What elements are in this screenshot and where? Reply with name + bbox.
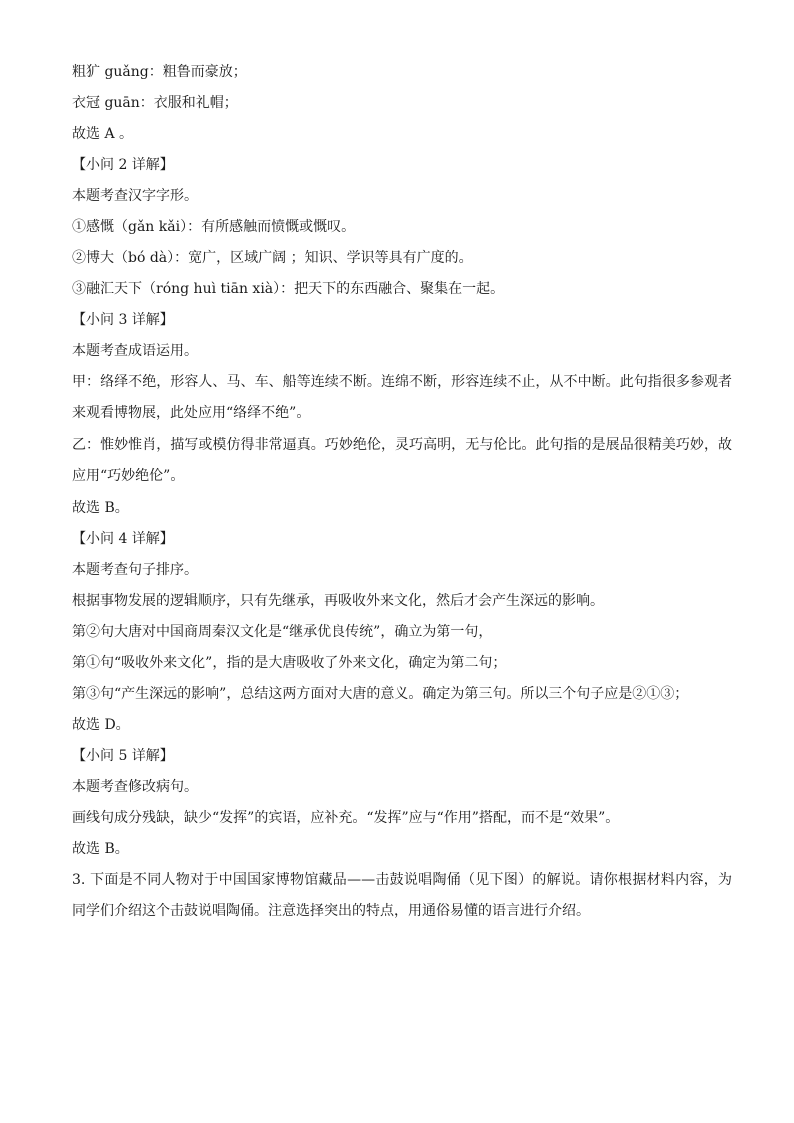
text-line-2: 衣冠 guān：衣服和礼帽； (72, 95, 238, 111)
section-heading-q5: 【小问 5 详解】 (72, 748, 174, 764)
text-line-8: ③融汇天下（róng huì tiān xià）：把天下的东西融合、聚集在一起。 (72, 281, 505, 297)
question-3-prompt: 3. 下面是不同人物对于中国国家博物馆藏品——击鼓说唱陶俑（见下图）的解说。请你根据材料内容，为同学们介绍这个击鼓说唱陶俑。注意选择突出的特点，用通俗易懂的语言进行介绍。 (72, 872, 732, 919)
text-line-22: 本题考查修改病句。 (72, 779, 198, 795)
section-heading-q2: 【小问 2 详解】 (72, 157, 174, 173)
section-heading-q4: 【小问 4 详解】 (72, 531, 174, 547)
text-line-24: 故选 B。 (72, 841, 129, 857)
text-line-23: 画线句成分残缺，缺少“发挥”的宾语，应补充。“发挥”应与“作用”搭配，而不是“效果”。 (72, 810, 620, 826)
text-line-17: 第②句大唐对中国商周秦汉文化是“继承优良传统”，确立为第一句， (72, 624, 493, 640)
paragraph-jia: 甲：络绎不绝，形容人、马、车、船等连续不断。连绵不断，形容连续不止，从不中断。此句指很多参观者来观看博物展，此处应用“络绎不绝”。 (72, 374, 732, 421)
text-line-18: 第①句“吸收外来文化”，指的是大唐吸收了外来文化，确定为第二句； (72, 655, 507, 671)
text-line-10: 本题考查成语运用。 (72, 343, 198, 359)
document-page (72, 62, 732, 933)
text-line-6: ①感慨（gǎn kǎi）：有所感触而愤慨或慨叹。 (72, 219, 356, 235)
text-line-1: 粗犷 guǎng：粗鲁而豪放； (72, 64, 247, 80)
text-line-15: 本题考查句子排序。 (72, 562, 198, 578)
section-heading-q3: 【小问 3 详解】 (72, 312, 174, 328)
text-line-5: 本题考查汉字字形。 (72, 188, 198, 204)
text-line-20: 故选 D。 (72, 717, 130, 733)
text-line-19: 第③句“产生深远的影响”，总结这两方面对大唐的意义。确定为第三句。所以三个句子应是②①③； (72, 686, 689, 702)
text-line-13: 故选 B。 (72, 500, 129, 516)
text-line-7: ②博大（bó dà）：宽广，区域广阔 ；知识、学识等具有广度的。 (72, 250, 473, 266)
text-line-3: 故选 A 。 (72, 126, 134, 142)
text-line-16: 根据事物发展的逻辑顺序，只有先继承，再吸收外来文化，然后才会产生深远的影响。 (72, 593, 604, 609)
paragraph-yi: 乙：惟妙惟肖，描写或模仿得非常逼真。巧妙绝伦，灵巧高明，无与伦比。此句指的是展品很精美巧妙，故应用“巧妙绝伦”。 (72, 437, 732, 484)
